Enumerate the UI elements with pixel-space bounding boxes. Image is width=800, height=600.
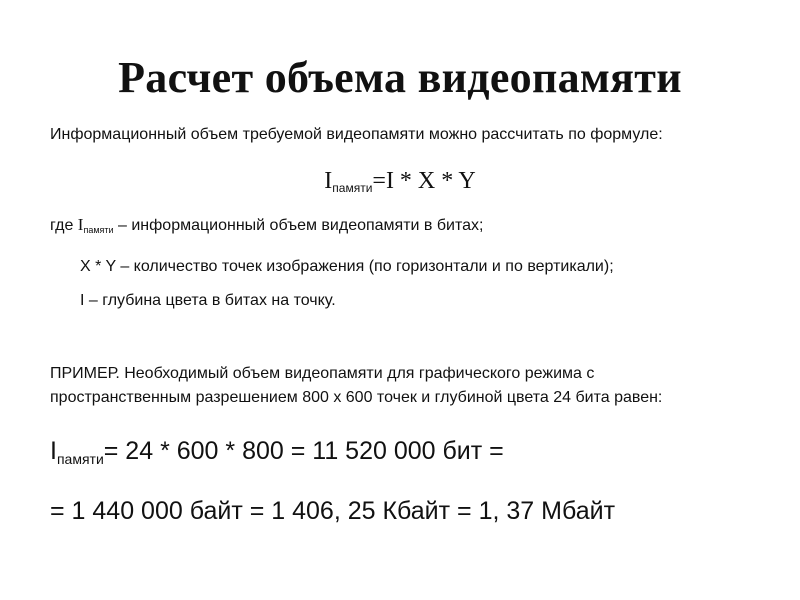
calc-symbol: I: [50, 437, 57, 465]
formula-symbol: I: [324, 168, 333, 194]
calc-line-1-rest: = 24 * 600 * 800 = 11 520 000 бит =: [103, 437, 504, 465]
where-text: – информационный объем видеопамяти в битах;: [113, 217, 484, 234]
formula-subscript: памяти: [332, 181, 373, 196]
where-subscript: памяти: [83, 225, 114, 236]
calculation-line-1: [50, 435, 504, 475]
intro-text: Информационный объем требуемой видеопамяти можно рассчитать по формуле:: [50, 126, 663, 143]
calculation-line-2: = 1 440 000 байт = 1 406, 25 Кбайт = 1, 37 Мбайт: [50, 497, 616, 525]
example-line-1: ПРИМЕР. Необходимый объем видеопамяти для графического режима с: [50, 365, 595, 382]
example-line-2: пространственным разрешением 800 х 600 точек и глубиной цвета 24 бита равен:: [50, 389, 663, 406]
slide-title: Расчет объема видеопамяти: [118, 53, 682, 102]
definition-i: I – глубина цвета в битах на точку.: [80, 292, 336, 309]
where-prefix: где: [50, 217, 78, 234]
where-definition: [50, 214, 483, 241]
definition-xy: X * Y – количество точек изображения (по горизонтали и по вертикали);: [80, 258, 614, 275]
calc-subscript: памяти: [56, 450, 104, 467]
formula-rhs: =I * X * Y: [372, 168, 476, 194]
where-symbol: I: [77, 215, 84, 234]
formula: [0, 166, 800, 203]
